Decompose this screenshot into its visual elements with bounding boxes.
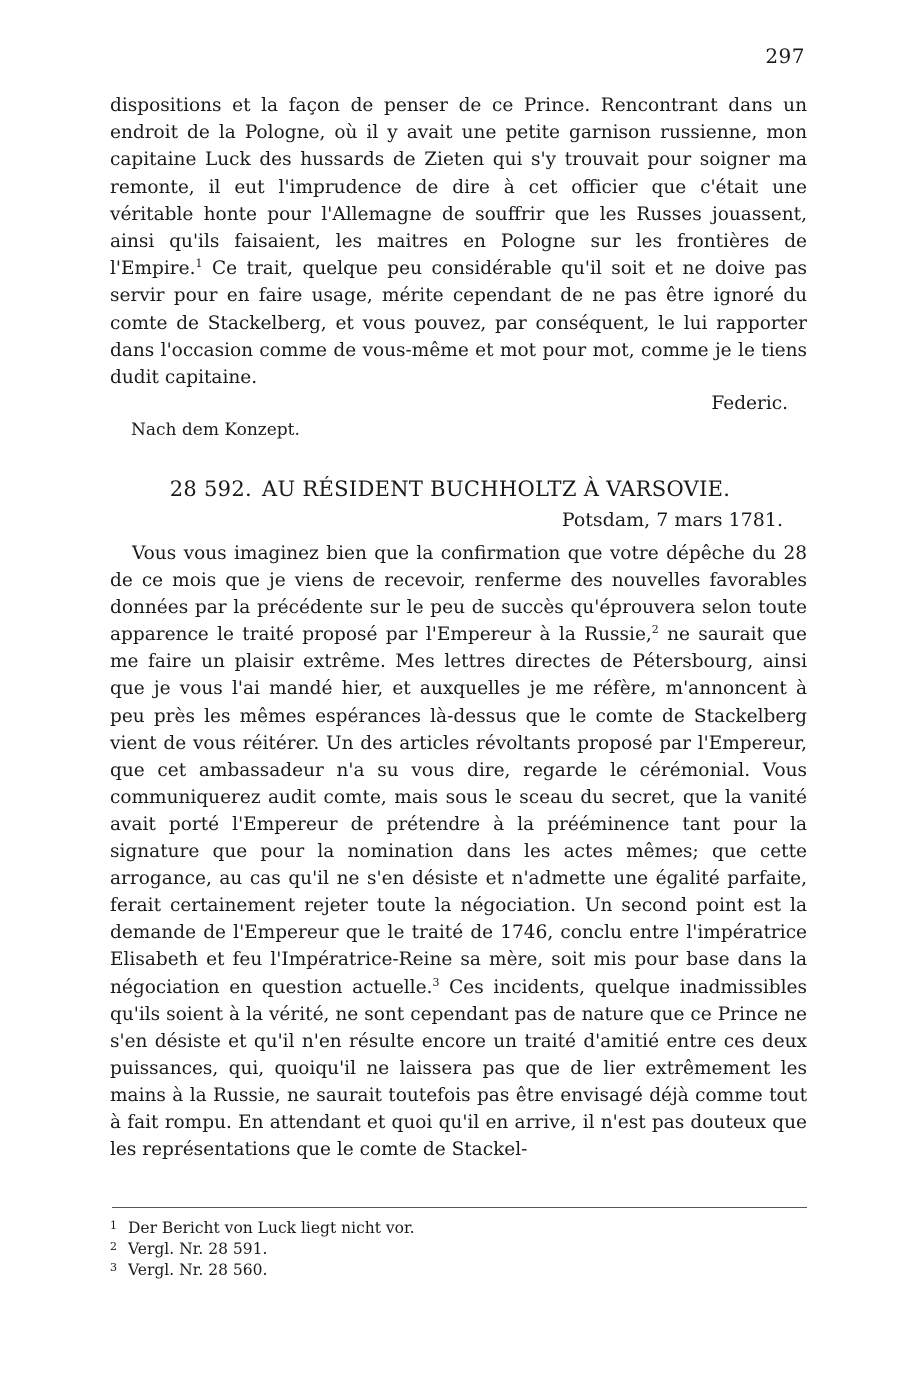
document-number: 28 592. bbox=[169, 477, 252, 501]
footnote-text: Vergl. Nr. 28 591. bbox=[128, 1240, 268, 1258]
paragraph bbox=[110, 92, 807, 391]
footnote bbox=[110, 1260, 415, 1281]
paragraph bbox=[110, 540, 807, 1163]
footnote-ref-2: 2 bbox=[651, 623, 659, 637]
footnote-text: Der Bericht von Luck liegt nicht vor. bbox=[128, 1219, 415, 1237]
paragraph-text: dispositions et la façon de penser de ce Prince. Rencontrant dans un endroit de la Pologne, où il y avait une petite garnison russienne, mon capitaine Luck des hussards de Zieten qui s'y trouvait pour soigner ma remonte, il eut l'imprudence de dire à cet officier que c'était une véritable honte pour l'Allemagne de souffrir que les Russes jouassent, ainsi qu'ils faisaient, les maitres en Pologne sur les frontières de l'Empire. bbox=[110, 95, 807, 280]
paragraph-text: Ces incidents, quelque inadmissibles qu'ils soient à la vérité, ne sont cependant pas de nature que ce Prince ne s'en désiste et qu'il n'en résulte encore un traité d'amitié entre ces deux puissances, qui, quoiqu'il ne laissera pas que de lier extrêmement les mains à la Russie, ne saurait toutefois pas être envisagé déjà comme tout à fait rompu. En attendant et quoi qu'il en arrive, il n'est pas douteux que les représentations que le comte de Stackel- bbox=[110, 976, 808, 1161]
document-title: AU RÉSIDENT BUCHHOLTZ À VARSOVIE. bbox=[261, 477, 731, 501]
paragraph-text: Vous vous imaginez bien que la confirmation que votre dépêche du 28 de ce mois que je viens de recevoir, renferme des nouvelles favorables données par la précédente sur le peu de succès qu'éprouvera selon toute apparence le traité proposé par l'Empereur à la Russie, bbox=[110, 543, 807, 646]
footnote-ref-3: 3 bbox=[432, 975, 440, 989]
page-number: 297 bbox=[765, 44, 805, 68]
footnote-text: Vergl. Nr. 28 560. bbox=[128, 1261, 268, 1279]
footnote bbox=[110, 1218, 415, 1239]
footnote bbox=[110, 1239, 415, 1260]
footnote-mark: 1 bbox=[110, 1219, 117, 1232]
document-heading bbox=[0, 477, 900, 501]
footnote-ref-1: 1 bbox=[195, 257, 203, 271]
source-note: Nach dem Konzept. bbox=[131, 420, 300, 440]
footnote-mark: 2 bbox=[110, 1240, 117, 1253]
letter-body bbox=[110, 540, 807, 1163]
paragraph-text: Ce trait, quelque peu considérable qu'il soit et ne doive pas servir pour en faire usage, mérite cependant de ne pas être ignoré du comte de Stackelberg, et vous pouvez, par conséquent, le lui rapporter dans l'occasion comme de vous-même et mot pour mot, comme je le tiens dudit capitaine. bbox=[110, 258, 807, 389]
continuation-paragraph bbox=[110, 92, 807, 391]
footnote-mark: 3 bbox=[110, 1261, 117, 1274]
footnotes bbox=[110, 1218, 415, 1281]
place-date: Potsdam, 7 mars 1781. bbox=[561, 509, 783, 531]
footnote-divider bbox=[112, 1207, 807, 1208]
paragraph-text: ne saurait que me faire un plaisir extrême. Mes lettres directes de Pétersbourg, ainsi que je vous l'ai mandé hier, et auxquelles je me réfère, m'annoncent à peu près les mêmes espérances là-dessus que le comte de Stackelberg vient de vous réitérer. Un des articles révoltants proposé par l'Empereur, que cet ambassadeur n'a su vous dire, regarde le cérémonial. Vous communiquerez audit comte, mais sous le sceau du secret, que la vanité avait porté l'Empereur de prétendre à la prééminence tant pour la signature que pour la nomination dans les actes mêmes; que cette arrogance, au cas qu'il ne s'en désiste et n'admette une égalité parfaite, ferait certainement rejeter toute la négociation. Un second point est la demande de l'Empereur que le traité de 1746, conclu entre l'impératrice Elisabeth et feu l'Impératrice-Reine sa mère, soit mis pour base dans la négociation en question actuelle. bbox=[110, 624, 808, 998]
signature: Federic. bbox=[711, 393, 788, 414]
